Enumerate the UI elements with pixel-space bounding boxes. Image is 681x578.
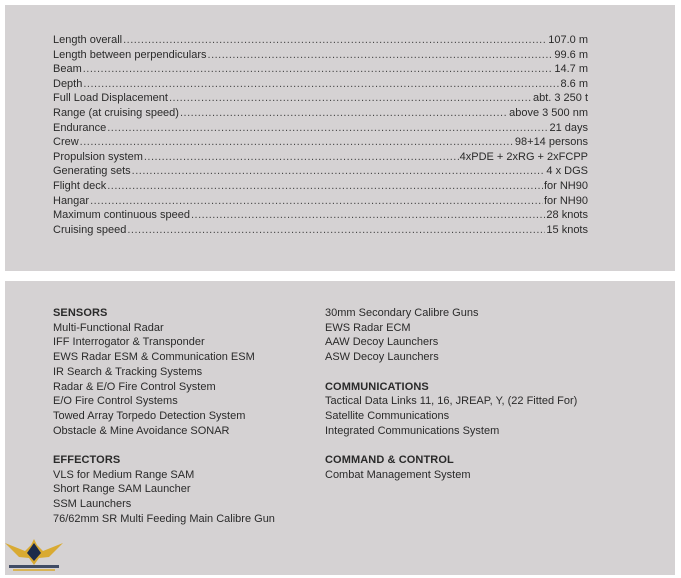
sensors-group [53,306,275,438]
spec-row [53,48,588,63]
list-item: VLS for Medium Range SAM [53,468,195,481]
list-item: Towed Array Torpedo Detection System [53,409,246,422]
list-item: EWS Radar ESM & Communication ESM [53,351,255,364]
list-item: Integrated Communications System [325,424,500,437]
systems-panel [5,281,675,575]
spec-label: Flight deck [53,179,107,192]
spec-label: Cruising speed [53,223,127,236]
spec-label: Crew [53,136,79,149]
spec-row [53,208,588,223]
dot-leader [107,179,543,194]
spec-label: Full Load Displacement [53,92,168,105]
spec-label: Hangar [53,194,90,207]
effectors-continued-group [325,306,577,365]
list-item: 76/62mm SR Multi Feeding Main Calibre Gun [53,512,275,525]
spec-row [53,150,588,165]
spec-label: Maximum continuous speed [53,209,190,222]
spec-label: Range (at cruising speed) [53,106,179,119]
sensors-heading: SENSORS [53,307,108,319]
list-item: EWS Radar ECM [325,321,411,334]
list-item: 30mm Secondary Calibre Guns [325,307,479,319]
spec-value: 8.6 m [560,77,588,90]
specification-list [53,33,588,237]
spec-value: above 3 500 nm [509,106,588,119]
dot-leader [144,150,459,165]
specifications-panel [5,5,675,271]
spec-value: 15 knots [546,223,588,236]
dot-leader [80,135,514,150]
spec-row [53,62,588,77]
list-item: Combat Management System [325,468,471,481]
spec-value: 14.7 m [554,63,588,76]
list-item: E/O Fire Control Systems [53,395,178,408]
spec-row [53,223,588,238]
communications-group [325,380,577,439]
dot-leader [180,106,508,121]
spec-row [53,164,588,179]
list-item: IR Search & Tracking Systems [53,365,203,378]
dot-leader [90,194,543,209]
dot-leader [127,223,545,238]
spec-value: 98+14 persons [514,136,588,149]
dot-leader [191,208,545,223]
command-control-group [325,453,577,482]
spec-value: 107.0 m [548,34,588,46]
spec-value: abt. 3 250 t [532,92,588,105]
list-item: Satellite Communications [325,409,450,422]
list-item: Radar & E/O Fire Control System [53,380,216,393]
communications-heading: COMMUNICATIONS [325,380,429,393]
spec-value: 4 x DGS [546,165,588,178]
dot-leader [107,121,548,136]
dot-leader [83,77,559,92]
spec-value: 99.6 m [554,48,588,61]
spec-row [53,121,588,136]
spec-row [53,77,588,92]
list-item: Obstacle & Mine Avoidance SONAR [53,424,230,437]
spec-row [53,135,588,150]
dot-leader [132,164,546,179]
effectors-group [53,453,275,527]
spec-label: Length between perpendiculars [53,48,207,61]
spec-label: Generating sets [53,165,131,178]
effectors-heading: EFFECTORS [53,454,121,467]
list-item: SSM Launchers [53,498,132,511]
list-item: ASW Decoy Launchers [325,351,439,364]
spec-label: Depth [53,77,83,90]
command-control-heading: COMMAND & CONTROL [325,454,454,466]
watermark-logo [3,531,65,573]
spec-value: 28 knots [546,209,588,222]
dot-leader [169,91,532,106]
spec-label: Endurance [53,121,107,134]
list-item: Multi-Functional Radar [53,321,164,334]
spec-label: Propulsion system [53,150,143,163]
spec-value: for NH90 [543,194,588,207]
spec-row [53,179,588,194]
eagle-emblem-icon [3,531,65,573]
spec-label: Beam [53,63,82,76]
spec-row [53,91,588,106]
dot-leader [83,62,554,77]
spec-value: 21 days [549,121,588,134]
spec-value: for NH90 [543,179,588,192]
spec-label: Length overall [53,34,123,46]
spec-row [53,194,588,209]
list-item: IFF Interrogator & Transponder [53,336,205,349]
list-item: Tactical Data Links 11, 16, JREAP, Y, (22 Fitted For) [325,395,578,408]
dot-leader [123,33,547,48]
systems-column-left [53,306,275,541]
list-item: Short Range SAM Launcher [53,483,191,496]
spec-row [53,106,588,121]
dot-leader [208,48,554,63]
spec-row [53,33,588,48]
list-item: AAW Decoy Launchers [325,336,439,349]
spec-value: 4xPDE + 2xRG + 2xFCPP [459,150,588,163]
systems-column-right [325,306,577,497]
